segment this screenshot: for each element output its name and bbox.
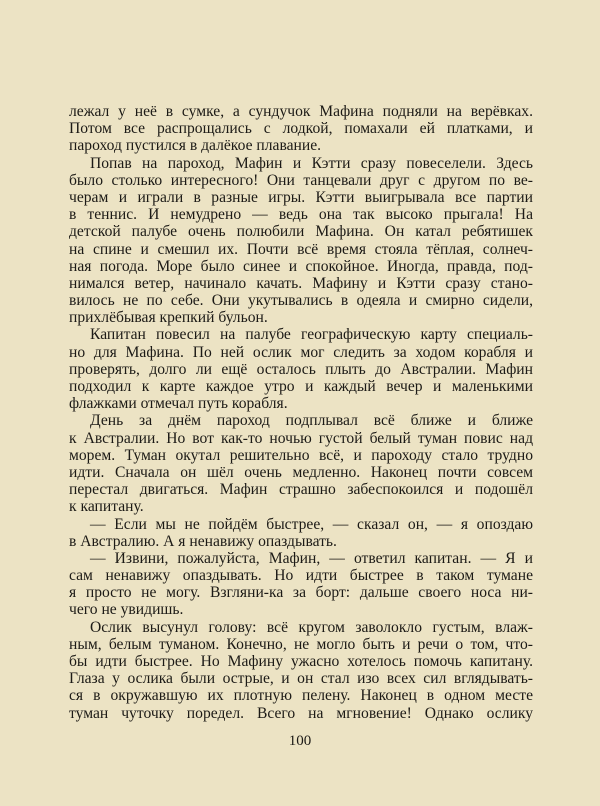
paragraph-start-line: Ослик высунул голову: всё кругом заволокло густым, влаж-	[90, 618, 533, 636]
text-line: чего не увидишь.	[69, 601, 184, 619]
text-line: лежал у неё в сумке, а сундучок Мафина подняли на верёвках.	[69, 103, 533, 120]
text-line: на спине и смешил их. Почти всё время стояла тёплая, солнеч-	[69, 240, 533, 258]
paragraph-start-line: Попав на пароход, Мафин и Кэтти сразу повеселели. Здесь	[90, 154, 533, 172]
text-line: флажками отмечал путь корабля.	[69, 395, 288, 413]
text-line: идти. Сначала он шёл очень медленно. Наконец почти совсем	[69, 463, 533, 481]
body-text	[69, 103, 533, 722]
text-line: проверять, долго ли ещё осталось плыть до Австралии. Мафин	[69, 360, 533, 378]
text-line: перестал двигаться. Мафин страшно забеспокоился и подошёл	[69, 481, 533, 499]
paragraph-start-line: Капитан повесил на палубе географическую карту специаль-	[90, 326, 533, 344]
text-line: туман чуточку поредел. Всего на мгновение! Однако ослику	[69, 704, 533, 722]
paragraph-start-line: День за днём пароход подплывал всё ближе и ближе	[90, 412, 533, 430]
text-line: черам и играли в разные игры. Кэтти выигрывала все партии	[69, 188, 533, 206]
text-line: к капитану.	[69, 498, 144, 516]
text-line: прихлёбывая крепкий бульон.	[69, 309, 268, 327]
text-line: в теннис. И немудрено — ведь она так высоко прыгала! На	[69, 206, 533, 224]
paragraph-start-line: — Извини, пожалуйста, Мафин, — ответил капитан. — Я и	[90, 549, 533, 567]
text-line: Потом все распрощались с лодкой, помахали ей платками, и	[69, 120, 533, 138]
text-line: Глаза у ослика были острые, и он стал изо всех сил вглядывать-	[69, 670, 533, 688]
text-line: ся в окружавшую их плотную пелену. Наконец в одном месте	[69, 687, 533, 705]
text-line: ным, белым туманом. Конечно, не могло быть и речи о том, что-	[69, 635, 533, 653]
text-line: но для Мафина. По ней ослик мог следить за ходом корабля и	[69, 343, 533, 361]
text-line: было столько интересного! Они танцевали друг с другом по ве-	[69, 171, 533, 189]
text-line: к Австралии. Но вот как-то ночью густой белый туман повис над	[69, 429, 533, 447]
text-line: в Австралию. А я ненавижу опаздывать.	[69, 532, 337, 550]
page-number: 100	[288, 733, 312, 749]
text-line: ная погода. Море было синее и спокойное. Иногда, правда, под-	[69, 257, 533, 275]
text-line: пароход пустился в далёкое плавание.	[69, 137, 322, 155]
text-line: сам ненавижу опаздывать. Но идти быстрее в таком тумане	[69, 567, 533, 585]
text-line: подходил к карте каждое утро и каждый вечер и маленькими	[69, 378, 533, 395]
text-line: детской палубе очень полюбили Мафина. Он катал ребятишек	[69, 223, 533, 241]
text-line: бы идти быстрее. Но Мафину ужасно хотелось помочь капитану.	[69, 653, 533, 670]
text-line: нимался ветер, начинало качать. Мафину и Кэтти сразу стано-	[69, 274, 533, 292]
text-line: я просто не могу. Взгляни-ка за борт: дальше своего носа ни-	[69, 584, 533, 602]
text-line: морем. Туман окутал решительно всё, и пароходу стало трудно	[69, 446, 533, 464]
paragraph-start-line: — Если мы не пойдём быстрее, — сказал он, — я опоздаю	[90, 515, 533, 533]
text-line: вилось не по себе. Они укутывались в одеяла и смирно сидели,	[69, 292, 533, 310]
